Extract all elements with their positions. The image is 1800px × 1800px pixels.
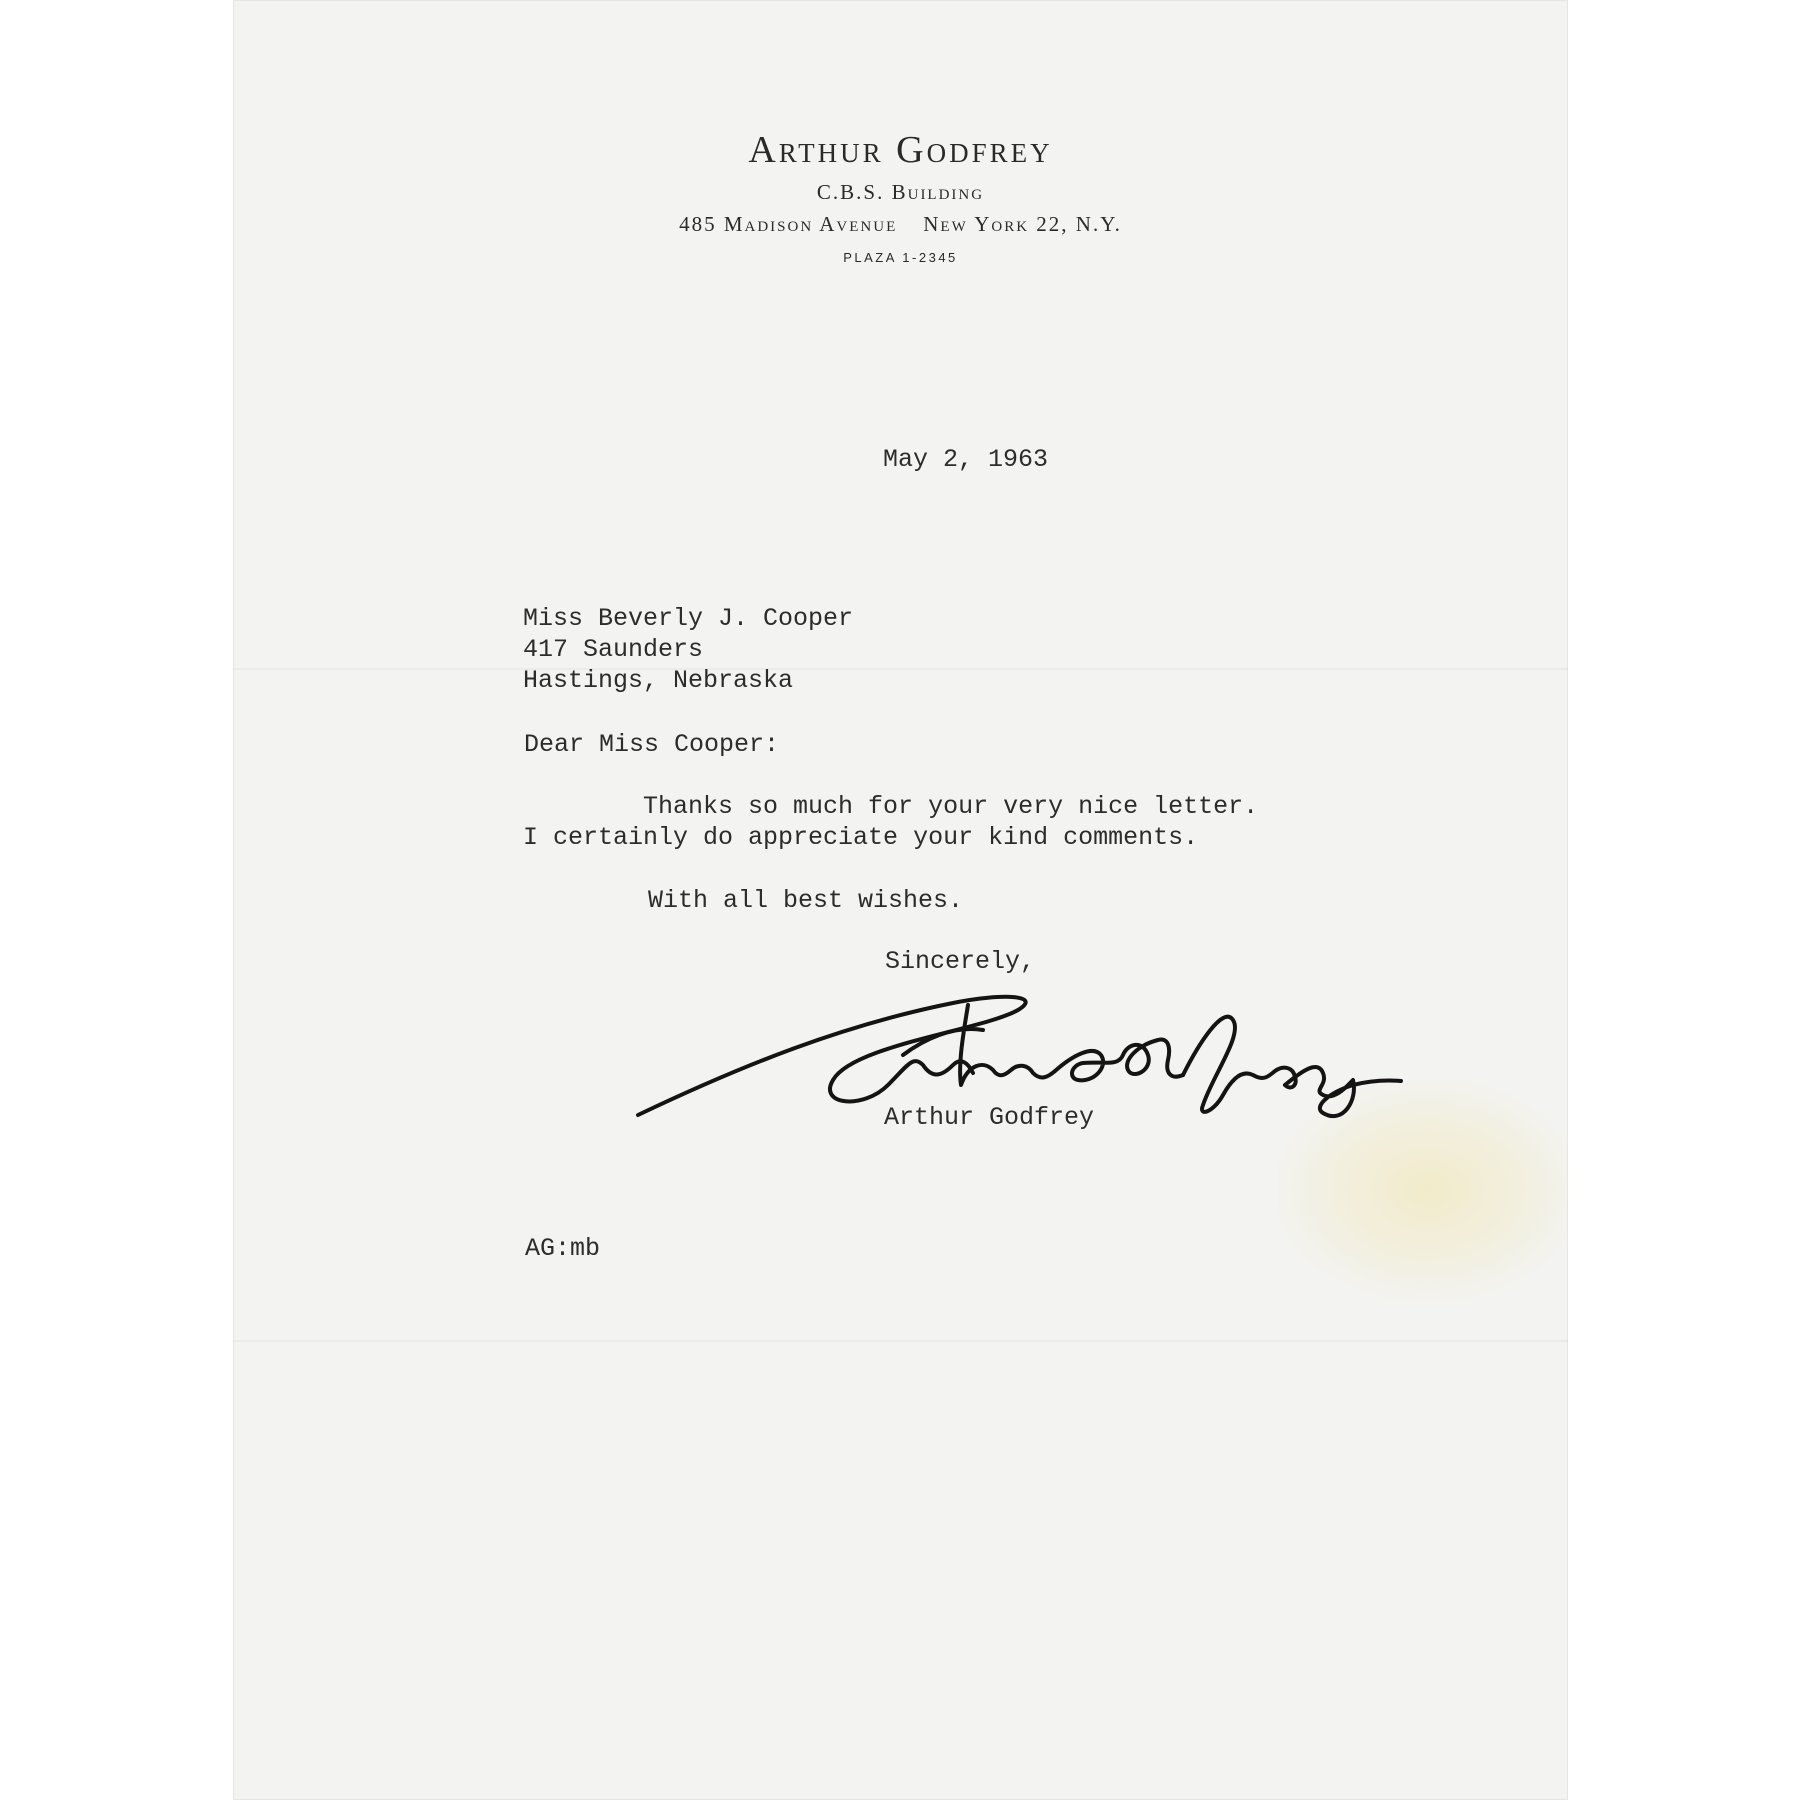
paper-fold-line <box>233 1340 1568 1342</box>
letterhead-phone: PLAZA 1-2345 <box>843 250 958 265</box>
salutation: Dear Miss Cooper: <box>524 730 780 759</box>
letterhead-building: C.B.S. Building <box>816 180 985 204</box>
closing-line: With all best wishes. <box>648 886 964 915</box>
paper-fold-line <box>233 668 1568 670</box>
body-line: I certainly do appreciate your kind comments. <box>523 823 1199 852</box>
reference-initials: AG:mb <box>525 1234 601 1263</box>
letterhead-city: New York 22, N.Y. <box>923 212 1122 236</box>
recipient-city: Hastings, Nebraska <box>523 666 794 695</box>
letterhead-name: Arthur Godfrey <box>748 129 1053 171</box>
sign-off: Sincerely, <box>885 947 1036 976</box>
signer-name: Arthur Godfrey <box>884 1103 1095 1132</box>
recipient-name: Miss Beverly J. Cooper <box>523 604 854 633</box>
letter-page <box>233 0 1568 1800</box>
letter-date: May 2, 1963 <box>883 445 1049 474</box>
letter-body <box>523 791 1258 853</box>
letterhead-address <box>233 212 1568 237</box>
body-line: Thanks so much for your very nice letter. <box>523 792 1259 821</box>
recipient-street: 417 Saunders <box>523 635 704 664</box>
letterhead-street: 485 Madison Avenue <box>679 212 898 236</box>
recipient-address <box>523 603 853 696</box>
